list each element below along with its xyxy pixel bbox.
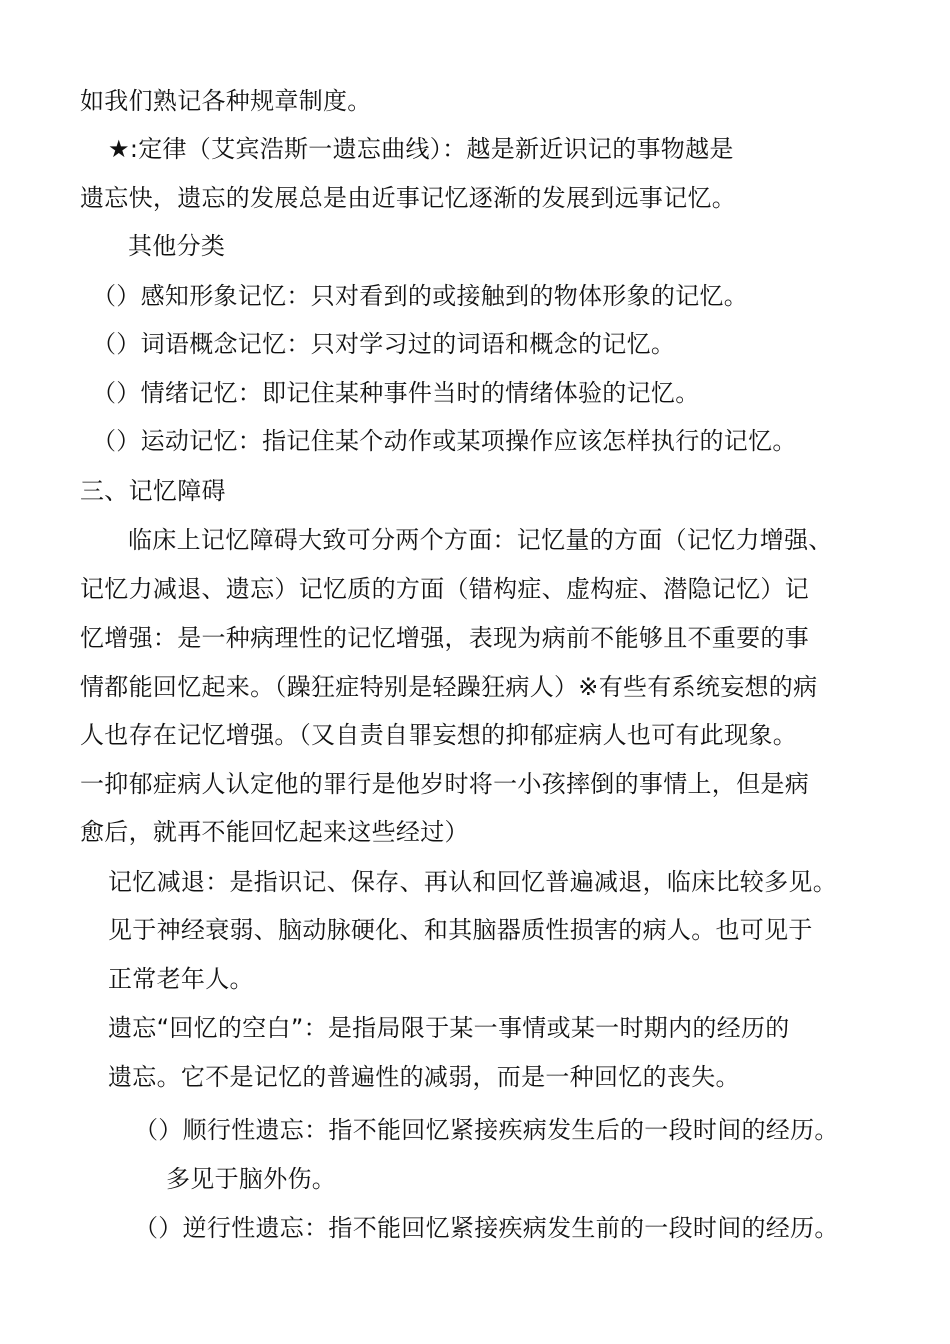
list-item: （）逆行性遗忘：指不能回忆紧接疾病发生前的一段时间的经历。 xyxy=(134,1214,839,1242)
text-line: 如我们熟记各种规章制度。 xyxy=(80,87,372,115)
section-subheading: 其他分类 xyxy=(128,232,226,260)
text-line: 遗忘快，遗忘的发展总是由近事记忆逐渐的发展到远事记忆。 xyxy=(80,184,737,212)
text-line: 多见于脑外伤。 xyxy=(166,1165,337,1193)
text-line: 人也存在记忆增强。（又自责自罪妄想的抑郁症病人也可有此现象。 xyxy=(80,721,797,749)
text-line: 遗忘“回忆的空白”：是指局限于某一事情或某一时期内的经历的 xyxy=(108,1014,790,1042)
text-line: 忆增强：是一种病理性的记忆增强，表现为病前不能够且不重要的事 xyxy=(80,624,809,652)
text-line: 正常老年人。 xyxy=(108,965,254,993)
text-line: ★:定律（艾宾浩斯一遗忘曲线）：越是新近识记的事物越是 xyxy=(108,135,734,163)
list-item: （）情绪记忆：即记住某种事件当时的情绪体验的记忆。 xyxy=(92,379,700,407)
list-item: （）感知形象记忆：只对看到的或接触到的物体形象的记忆。 xyxy=(92,282,749,310)
list-item: （）词语概念记忆：只对学习过的词语和概念的记忆。 xyxy=(92,330,676,358)
text-line: 见于神经衰弱、脑动脉硬化、和其脑器质性损害的病人。也可见于 xyxy=(108,916,813,944)
text-line: 一抑郁症病人认定他的罪行是他岁时将一小孩摔倒的事情上，但是病 xyxy=(80,770,809,798)
text-line: 临床上记忆障碍大致可分两个方面：记忆量的方面（记忆力增强、 xyxy=(128,526,833,554)
list-item: （）顺行性遗忘：指不能回忆紧接疾病发生后的一段时间的经历。 xyxy=(134,1116,839,1144)
text-line: 遗忘。它不是记忆的普遍性的减弱，而是一种回忆的丧失。 xyxy=(108,1063,740,1091)
text-line: 记忆减退：是指识记、保存、再认和回忆普遍减退，临床比较多见。 xyxy=(108,868,837,896)
text-line: 情都能回忆起来。（躁狂症特别是轻躁狂病人）※有些有系统妄想的病 xyxy=(80,673,818,701)
section-heading: 三、记忆障碍 xyxy=(80,477,226,505)
text-line: 记忆力减退、遗忘）记忆质的方面（错构症、虚构症、潜隐记忆）记 xyxy=(80,575,809,603)
list-item: （）运动记忆：指记住某个动作或某项操作应该怎样执行的记忆。 xyxy=(92,427,797,455)
text-line: 愈后，就再不能回忆起来这些经过） xyxy=(80,818,469,846)
